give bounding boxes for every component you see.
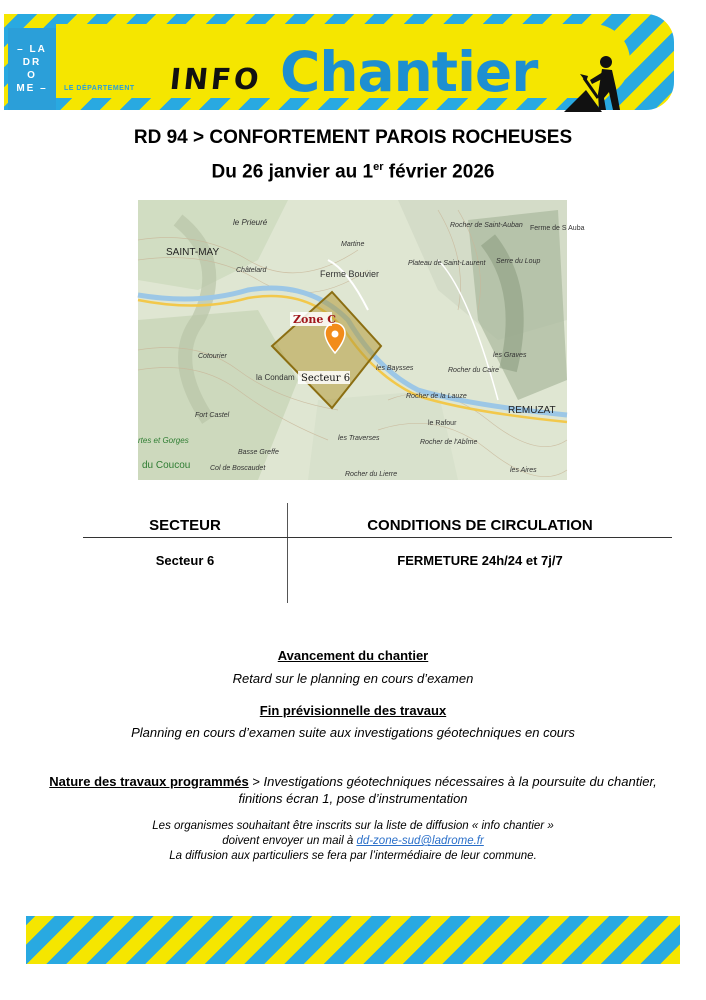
map-label: Rocher de la Lauze <box>406 393 467 400</box>
department-label: LE DÉPARTEMENT <box>64 85 135 92</box>
header-banner <box>4 14 674 110</box>
date-superscript: er <box>373 161 384 173</box>
date-suffix: février 2026 <box>383 161 495 183</box>
map-label: les Graves <box>493 352 527 359</box>
map-label: Rocher de l'Abîme <box>420 439 478 446</box>
email-link[interactable]: dd-zone-sud@ladrome.fr <box>356 835 484 847</box>
map-label: Cotourier <box>198 353 227 360</box>
map-label: le Rafour <box>428 420 457 427</box>
map-label: Plateau de Saint-Laurent <box>408 260 486 267</box>
nature-travaux <box>40 773 666 807</box>
table-header-conditions: CONDITIONS DE CIRCULATION <box>367 517 593 534</box>
logo-line: O <box>27 70 37 81</box>
drome-logo <box>8 28 56 110</box>
map-label: les Aires <box>510 467 537 474</box>
diffusion-prefix: doivent envoyer un mail à <box>222 835 357 847</box>
info-word: INFO <box>168 62 264 96</box>
map-label: le Prieuré <box>233 218 268 227</box>
fin-heading: Fin prévisionnelle des travaux <box>259 703 447 718</box>
table-cell-secteur: Secteur 6 <box>155 553 215 568</box>
map-label: Ferme Bouvier <box>320 269 380 279</box>
avancement-text: Retard sur le planning en cours d’examen <box>232 671 474 686</box>
logo-line: DR <box>22 57 42 68</box>
zone-c-label: Zone C <box>293 313 336 326</box>
site-map <box>138 200 585 480</box>
map-label: Rocher du Caire <box>448 367 499 374</box>
table-header-secteur: SECTEUR <box>149 517 221 534</box>
roadworker-icon <box>562 54 632 114</box>
map-label: Serre du Loup <box>496 258 541 265</box>
date-range-title <box>0 161 706 183</box>
diffusion-line-1: Les organismes souhaitant être inscrits sur la liste de diffusion « info chantier » <box>152 820 554 832</box>
map-label: les Traverses <box>338 435 380 442</box>
map-label: REMUZAT <box>508 405 556 416</box>
map-label: les Baysses <box>376 365 414 372</box>
nature-text: Investigations géotechniques nécessaires à la poursuite du chantier, finitions écran 1, pose d’instrumentation <box>238 774 657 806</box>
map-label: Rocher du Lierre <box>345 471 398 478</box>
footer-stripe-band <box>26 916 680 964</box>
secteur-6-label: Secteur 6 <box>301 373 351 384</box>
fin-text: Planning en cours d’examen suite aux investigations géotechniques en cours <box>131 725 575 740</box>
map-label: Rocher de Saint-Auban <box>450 222 523 229</box>
logo-line: ME – <box>16 83 48 94</box>
map-label: Fort Castel <box>195 412 230 419</box>
nature-label: Nature des travaux programmés <box>49 774 249 789</box>
map-label: du Coucou <box>142 460 191 471</box>
page-title: RD 94 > CONFORTEMENT PAROIS ROCHEUSES <box>133 127 573 148</box>
chantier-word: Chantier <box>280 40 538 104</box>
map-label: Col de Boscaudet <box>210 465 266 472</box>
diffusion-line-2 <box>0 835 706 847</box>
nature-arrow: > <box>248 774 264 789</box>
table-cell-conditions: FERMETURE 24h/24 et 7j/7 <box>397 553 563 568</box>
map-label: la Condam <box>256 373 295 382</box>
avancement-heading: Avancement du chantier <box>277 648 429 663</box>
map-label: Châtelard <box>236 267 267 274</box>
diffusion-line-3: La diffusion aux particuliers se fera par l’intermédiaire de leur commune. <box>169 850 537 862</box>
date-prefix: Du 26 janvier au 1 <box>211 161 374 183</box>
table-header-divider <box>83 537 672 538</box>
logo-line: – LA <box>17 44 47 55</box>
map-label: Basse Greffe <box>238 449 279 456</box>
map-label: Martine <box>341 241 365 248</box>
map-label: Ferme de S Auba <box>530 225 585 232</box>
map-label: rtes et Gorges <box>138 436 189 445</box>
map-label: SAINT-MAY <box>166 247 220 258</box>
